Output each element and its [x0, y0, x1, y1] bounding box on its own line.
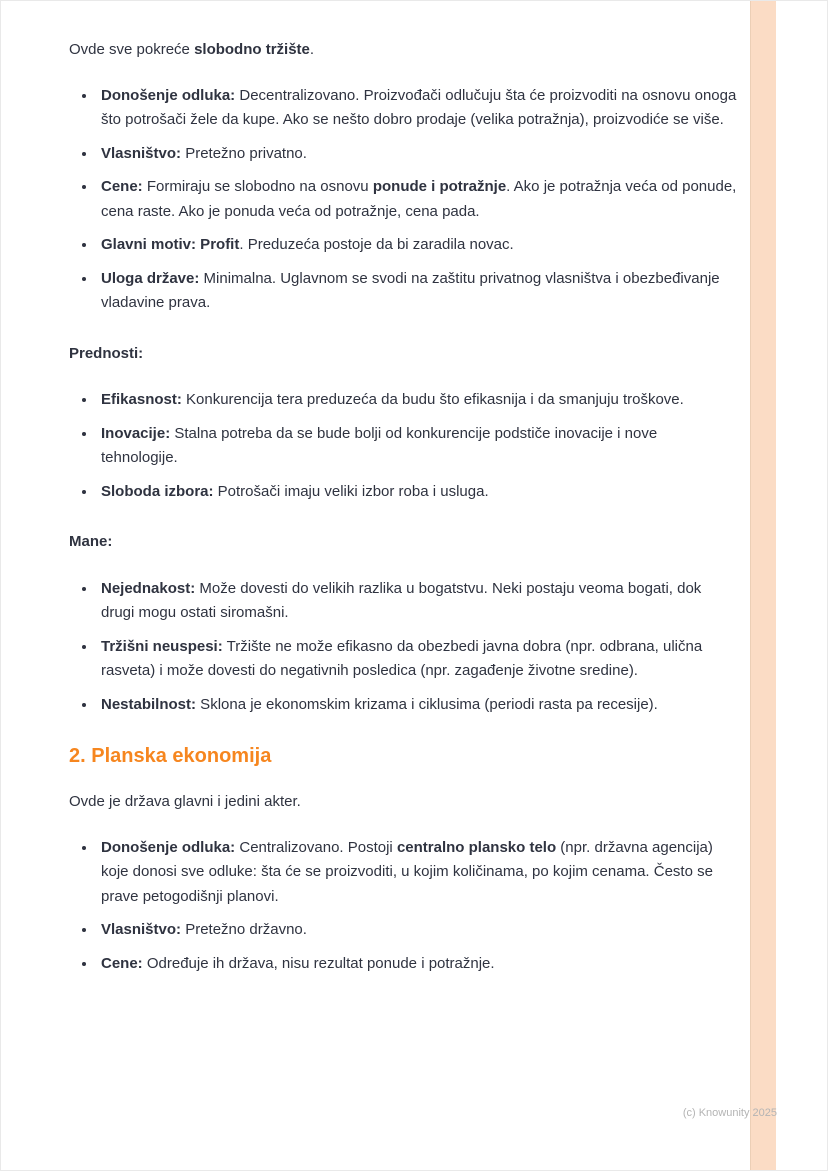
text: Određuje ih država, nisu rezultat ponude i potražnje. — [142, 954, 495, 972]
bold-text: Prednosti: — [69, 344, 144, 362]
list-item — [97, 635, 737, 684]
list-item — [97, 388, 737, 413]
text: Sklona je ekonomskim krizama i ciklusima (periodi rasta pa recesije). — [196, 695, 658, 713]
text: Pretežno privatno. — [181, 144, 307, 162]
bullet-list — [69, 84, 737, 316]
bold-text: Cene: — [101, 954, 143, 972]
text: . Preduzeća postoje da bi zaradila novac. — [239, 236, 514, 253]
list-item — [97, 267, 737, 316]
bold-text: slobodno tržište — [194, 41, 310, 58]
subheading — [69, 530, 737, 555]
text: Formiraju se slobodno na osnovu — [142, 178, 373, 195]
list-item — [97, 422, 737, 471]
paragraph — [69, 38, 737, 63]
footer-copyright: (c) Knowunity 2025 — [682, 1107, 777, 1119]
section-heading — [69, 743, 737, 769]
bold-text: Sloboda izbora: — [101, 482, 214, 500]
text: Ovde je država glavni i jedini akter. — [69, 793, 301, 810]
text: Može dovesti do velikih razlika u bogatstvu. Neki postaju veoma bogati, dok drugi mogu ostati siromašni. — [101, 579, 702, 621]
list-item — [97, 836, 737, 910]
document-content — [1, 1, 827, 976]
text: Potrošači imaju veliki izbor roba i usluga. — [213, 482, 489, 500]
bold-text: Cene: — [101, 178, 143, 195]
bold-text: Efikasnost: — [101, 391, 182, 408]
bold-text: 2. Planska ekonomija — [69, 745, 272, 767]
text: Tržište ne može efikasno da obezbedi javna dobra (npr. odbrana, ulična rasveta) i može dovesti do negativnih posledica (npr. zagađenje životne sredine). — [101, 637, 703, 679]
bold-text: Nestabilnost: — [101, 695, 197, 713]
text: Decentralizovano. Proizvođači odlučuju šta će proizvoditi na osnovu onoga što potrošači žele da kupe. Ako se nešto dobro prodaje (velika potražnja), proizvodiće se više. — [101, 86, 737, 128]
bold-text: Donošenje odluka: — [101, 838, 236, 856]
text: (npr. državna agencija) koje donosi sve odluke: šta će se proizvoditi, u kojim količinama, po kojim cenama. Često se prave petogodišnji planovi. — [101, 838, 713, 905]
text: Konkurencija tera preduzeća da budu što efikasnija i da smanjuju troškove. — [181, 391, 684, 408]
text: Minimalna. Uglavnom se svodi na zaštitu privatnog vlasništva i obezbeđivanje vladavine prava. — [101, 269, 720, 311]
list-item — [97, 577, 737, 626]
subheading — [69, 342, 737, 367]
text: Stalna potreba da se bude bolji od konkurencije podstiče inovacije i nove tehnologije. — [101, 424, 658, 466]
list-item — [97, 175, 737, 224]
bold-text: centralno plansko telo — [396, 838, 557, 856]
bold-text: Vlasništvo: — [101, 921, 182, 938]
list-item — [97, 480, 737, 505]
bold-text: Tržišni neuspesi: — [101, 637, 223, 655]
text: . Ako je potražnja veća od ponude, cena raste. Ako je ponuda veća od potražnje, cena pada. — [101, 178, 737, 220]
list-item — [97, 233, 737, 258]
page-edge-stripe — [750, 1, 776, 1170]
list-item — [97, 918, 737, 943]
bold-text: Uloga države: — [101, 269, 200, 287]
bold-text: Nejednakost: — [101, 579, 196, 597]
bullet-list — [69, 836, 737, 977]
bold-text: Glavni motiv: Profit — [101, 236, 240, 253]
bold-text: Inovacije: — [101, 424, 171, 442]
text: Ovde sve pokreće — [69, 41, 195, 58]
bold-text: Mane: — [69, 533, 113, 550]
list-item — [97, 84, 737, 133]
text: Pretežno državno. — [181, 921, 307, 938]
text: Centralizovano. Postoji — [235, 838, 397, 856]
text: . — [309, 41, 315, 58]
paragraph — [69, 790, 737, 815]
bold-text: Donošenje odluka: — [101, 86, 236, 104]
list-item — [97, 142, 737, 167]
bold-text: ponude i potražnje — [372, 178, 507, 195]
bullet-list — [69, 388, 737, 504]
list-item — [97, 952, 737, 977]
list-item — [97, 693, 737, 718]
bold-text: Vlasništvo: — [101, 144, 182, 162]
bullet-list — [69, 577, 737, 718]
